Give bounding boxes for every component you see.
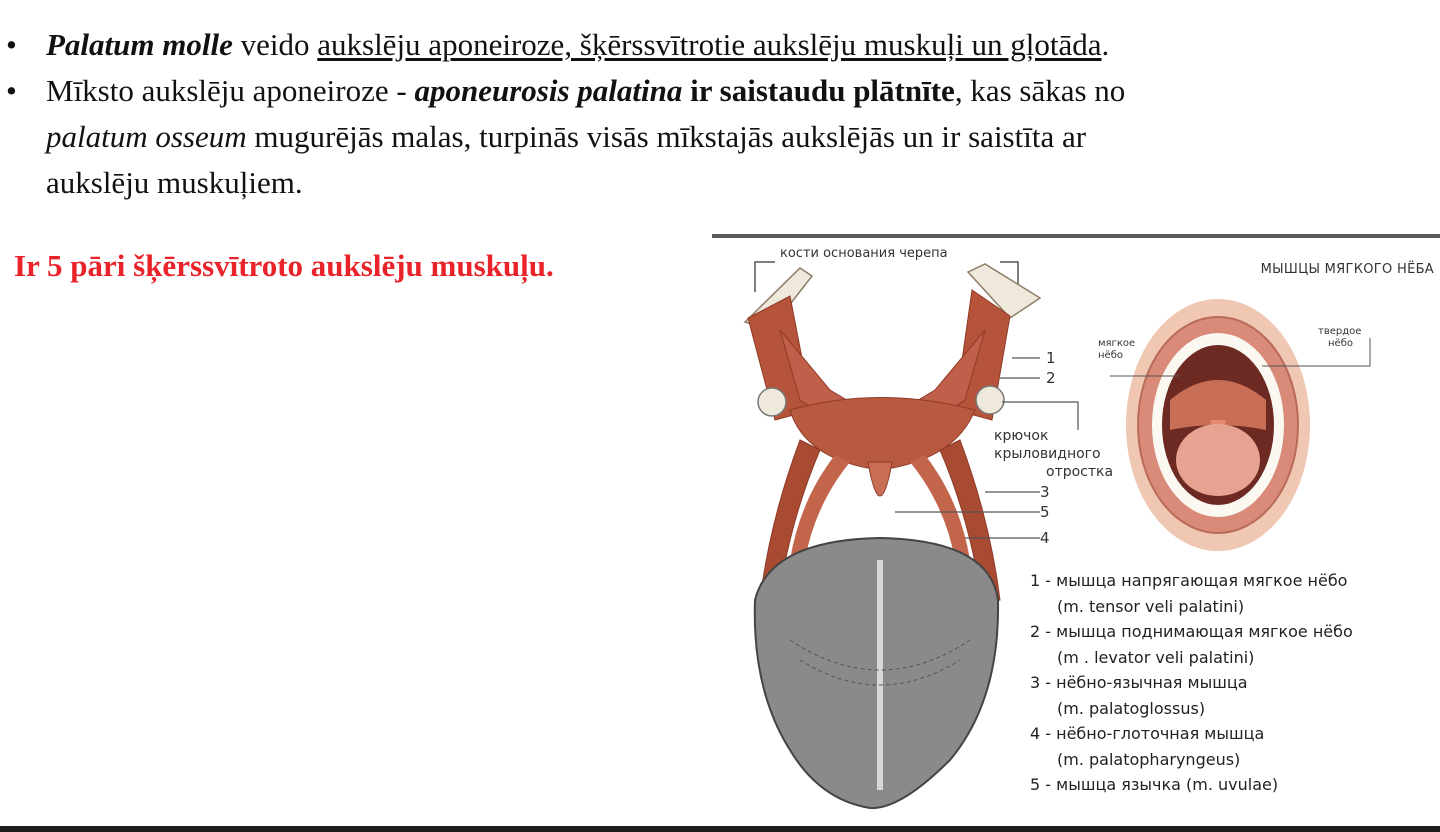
palatum-osseum-term: palatum osseum — [46, 119, 247, 154]
hook-label-line-1: крючок — [994, 428, 1049, 444]
tongue-view — [1176, 424, 1260, 496]
bullet-text: veido — [232, 27, 318, 62]
legend-item-2: 2 - мышца поднимающая мягкое нёбо — [1030, 622, 1353, 641]
legend-item-3-latin: (m. palatoglossus) — [1057, 698, 1206, 718]
hard-palate-label-1: твердое — [1318, 326, 1362, 337]
bullet-text: , kas sākas no — [954, 73, 1126, 108]
hamulus-right — [976, 386, 1004, 414]
legend-item-1-latin: (m. tensor veli palatini) — [1057, 596, 1245, 616]
hook-label-line-2: крыловидного — [994, 446, 1101, 462]
marker-4: 4 — [1040, 529, 1050, 547]
marker-5: 5 — [1040, 503, 1050, 521]
legend-item-1: 1 - мышца напрягающая мягкое нёбо — [1030, 571, 1348, 590]
aponeurosis-term: aponeurosis palatina — [414, 73, 683, 108]
muscle-legend — [1030, 568, 1353, 798]
legend-item-3: 3 - нёбно-язычная мышца — [1030, 673, 1248, 692]
figure-title: МЫШЦЫ МЯГКОГО НЁБА — [1260, 262, 1434, 277]
legend-item-4-latin: (m. palatopharyngeus) — [1057, 749, 1241, 769]
bullet-dot: • — [6, 73, 17, 108]
marker-2: 2 — [1046, 369, 1056, 387]
bullet-text: mugurējās malas, turpinās visās mīkstajās aukslējās un ir saistīta ar — [246, 119, 1087, 154]
skull-base-label: кости основания черепа — [780, 246, 948, 261]
skull-bracket-left — [755, 262, 775, 292]
marker-3: 3 — [1040, 483, 1050, 501]
uvula — [868, 462, 892, 496]
marker-1: 1 — [1046, 349, 1056, 367]
underlined-components: aukslēju aponeiroze, šķērssvītrotie aukslēju muskuļi un gļotāda — [317, 27, 1102, 62]
hamulus-left — [758, 388, 786, 416]
bottom-border — [0, 826, 1440, 832]
hook-label-line-3: отростка — [1046, 464, 1114, 480]
soft-palate-label-1: мягкое — [1098, 338, 1136, 349]
legend-item-4: 4 - нёбно-глоточная мышца — [1030, 724, 1265, 743]
legend-item-5: 5 - мышца язычка (m. uvulae) — [1030, 775, 1279, 794]
palatum-molle-term: Palatum molle — [46, 27, 233, 62]
bold-definition: ir saistaudu plātnīte — [682, 73, 955, 108]
soft-palate-label-2: нёбо — [1098, 350, 1123, 361]
muscle-count-note: Ir 5 pāri šķērssvītroto aukslēju muskuļu. — [14, 248, 554, 283]
tongue — [755, 538, 998, 808]
bullet-text: aukslēju muskuļiem. — [46, 165, 303, 200]
bullet-dot: • — [6, 27, 17, 62]
hard-palate-label-2: нёбо — [1328, 338, 1353, 349]
bullet-text: . — [1101, 27, 1110, 62]
legend-item-2-latin: (m . levator veli palatini) — [1057, 647, 1255, 667]
leader-line-hook — [1002, 402, 1078, 430]
bullet-text: Mīksto aukslēju aponeiroze - — [46, 73, 415, 108]
